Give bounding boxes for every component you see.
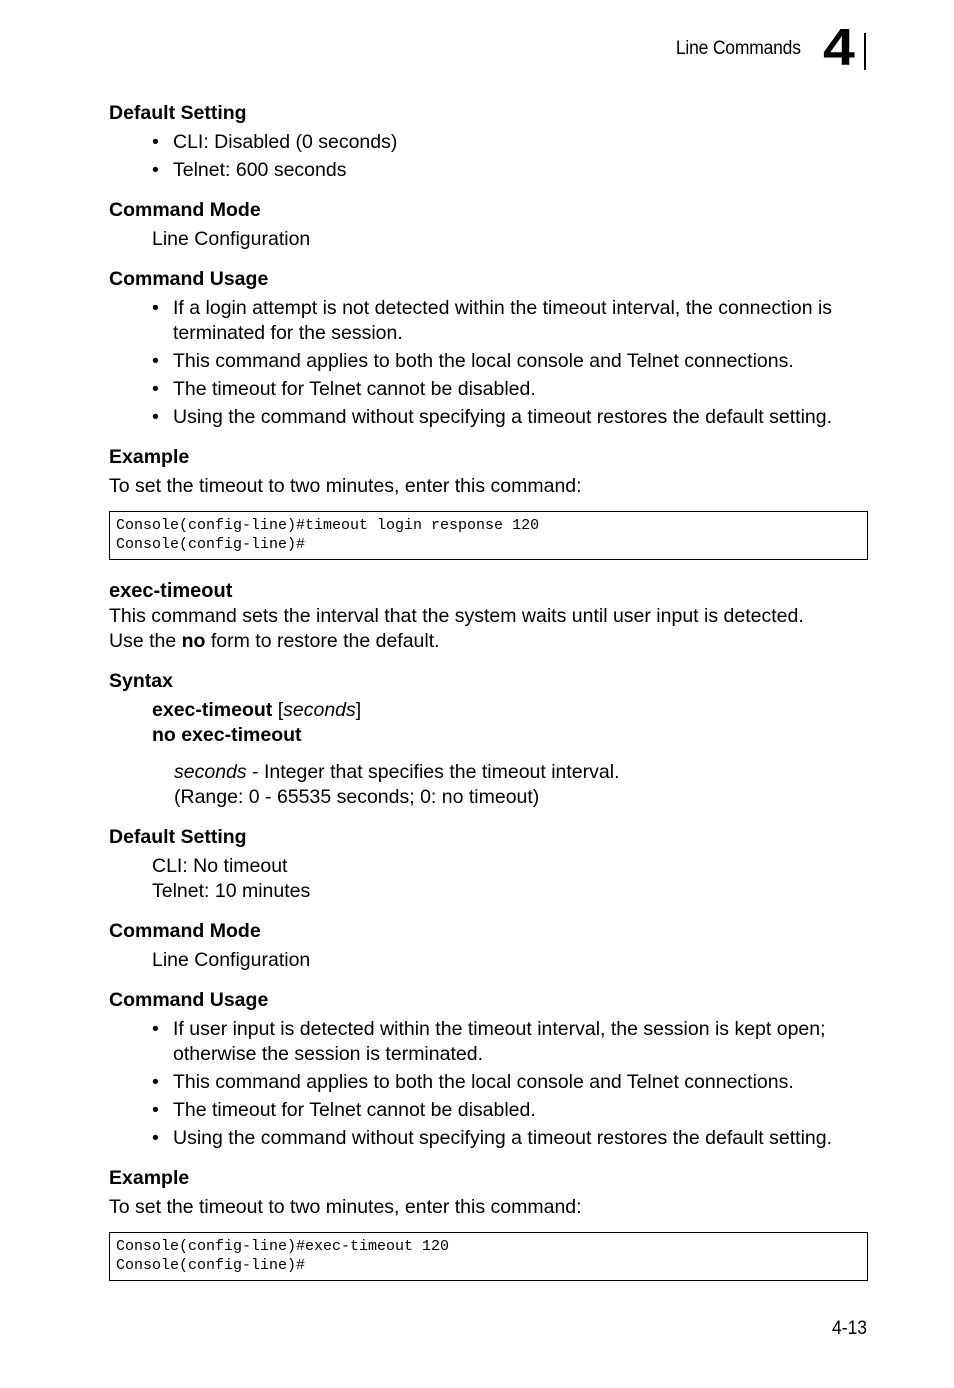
description-text: form to restore the default. — [205, 630, 440, 652]
example-heading: Example — [109, 446, 190, 468]
list-item: • The timeout for Telnet cannot be disabled. — [152, 1098, 869, 1123]
syntax-no-line — [109, 723, 869, 748]
list-item: • If user input is detected within the timeout interval, the session is kept open; otherwise the session is terminated. — [152, 1017, 869, 1067]
example-heading: Example — [109, 1167, 190, 1189]
chapter-number: 4 — [823, 19, 855, 77]
code-block — [109, 511, 868, 560]
code-line: Console(config-line)# — [116, 1257, 306, 1274]
command-description — [109, 604, 869, 654]
list-item: • Using the command without specifying a timeout restores the default setting. — [152, 1126, 869, 1151]
command-mode-text: Line Configuration — [152, 228, 311, 250]
code-line: Console(config-line)# — [116, 536, 306, 553]
list-item: • The timeout for Telnet cannot be disabled. — [152, 377, 869, 402]
description-line: This command sets the interval that the system waits until user input is detected. — [109, 605, 804, 627]
command-usage-heading: Command Usage — [109, 268, 269, 290]
list-item: • CLI: Disabled (0 seconds) — [152, 130, 869, 155]
running-header-title: Line Commands — [676, 38, 801, 59]
parameter-name: seconds — [174, 761, 247, 783]
command-mode-heading: Command Mode — [109, 199, 261, 221]
description-text: Use the — [109, 630, 182, 652]
syntax-parameter: seconds — [283, 699, 356, 721]
syntax-command: exec-timeout — [152, 699, 273, 721]
parameter-text: - Integer that specifies the timeout interval. — [246, 761, 620, 783]
list-item: • This command applies to both the local console and Telnet connections. — [152, 1070, 869, 1095]
syntax-heading: Syntax — [109, 670, 173, 692]
command-mode-heading: Command Mode — [109, 920, 261, 942]
parameter-description — [109, 760, 869, 810]
default-line: CLI: No timeout — [152, 855, 288, 877]
list-item: • Telnet: 600 seconds — [152, 158, 869, 183]
command-usage-list — [109, 1017, 869, 1151]
parameter-range: (Range: 0 - 65535 seconds; 0: no timeout) — [174, 786, 540, 808]
command-usage-heading: Command Usage — [109, 989, 269, 1011]
description-keyword: no — [181, 630, 206, 652]
list-item: • This command applies to both the local console and Telnet connections. — [152, 349, 869, 374]
list-item: • If a login attempt is not detected within the timeout interval, the connection is terminated for the session. — [152, 296, 869, 346]
default-setting-heading: Default Setting — [109, 102, 247, 124]
list-item: • Using the command without specifying a timeout restores the default setting. — [152, 405, 869, 430]
syntax-no-command: no exec-timeout — [152, 724, 302, 746]
command-usage-list — [109, 296, 869, 430]
syntax-line — [109, 698, 869, 723]
chapter-rule — [864, 33, 866, 70]
example-text: To set the timeout to two minutes, enter this command: — [109, 475, 582, 497]
example-text: To set the timeout to two minutes, enter this command: — [109, 1196, 582, 1218]
default-setting-text — [109, 854, 869, 904]
syntax-bracket: [ — [272, 699, 284, 721]
default-line: Telnet: 10 minutes — [152, 880, 311, 902]
code-line: Console(config-line)#exec-timeout 120 — [116, 1238, 450, 1255]
default-setting-list — [109, 130, 869, 183]
code-block — [109, 1232, 868, 1281]
code-line: Console(config-line)#timeout login response 120 — [116, 517, 540, 534]
command-mode-text: Line Configuration — [152, 949, 311, 971]
default-setting-heading: Default Setting — [109, 826, 247, 848]
page-content — [109, 100, 869, 1281]
syntax-bracket: ] — [355, 699, 362, 721]
page-number: 4-13 — [832, 1318, 867, 1339]
command-title: exec-timeout — [109, 580, 233, 602]
